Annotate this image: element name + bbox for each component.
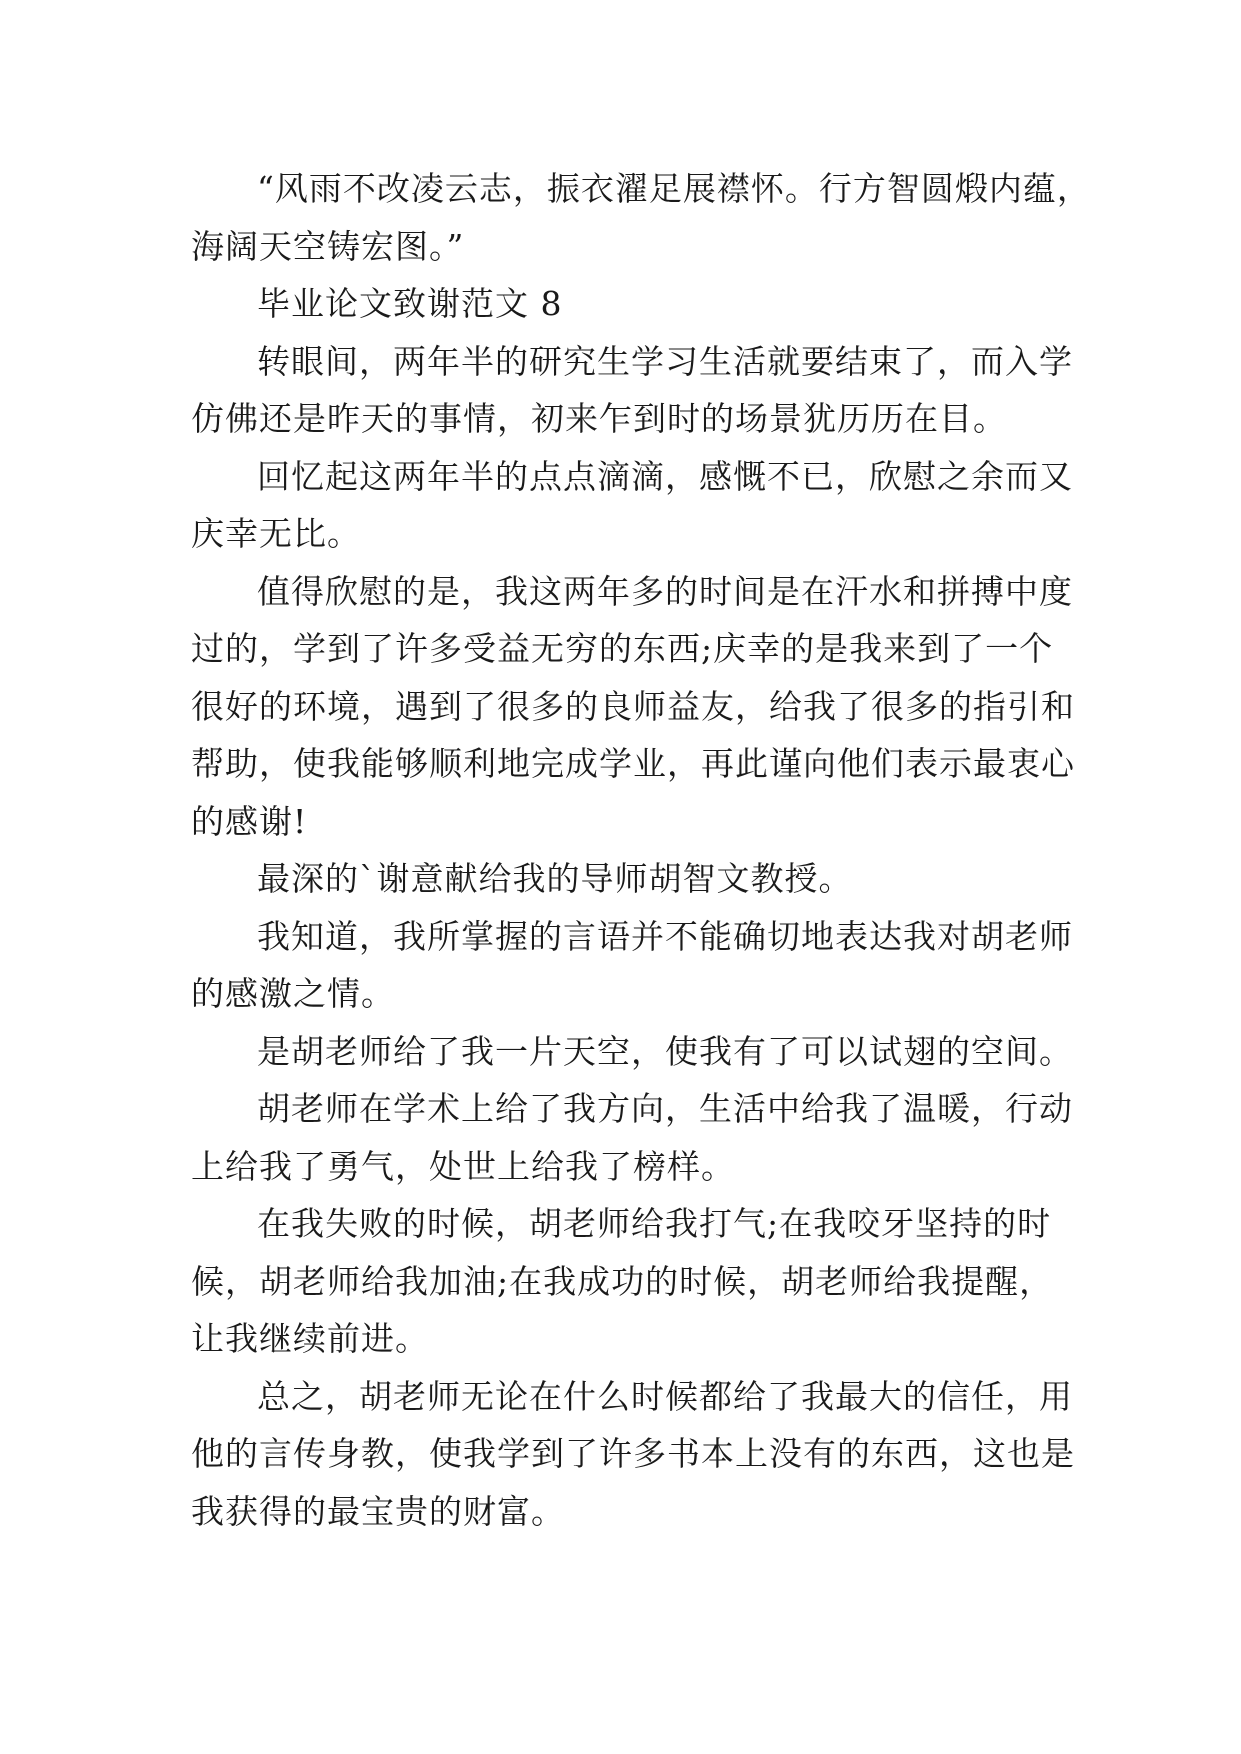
text-line: 是胡老师给了我一片天空，使我有了可以试翅的空间。 <box>257 1031 1073 1071</box>
text-line: 仿佛还是昨天的事情，初来乍到时的场景犹历历在目。 <box>191 399 1007 438</box>
text-line: 很好的环境，遇到了很多的良师益友，给我了很多的指引和 <box>191 686 1075 726</box>
text-line: “风雨不改凌云志，振衣濯足展襟怀。行方智圆煅内蕴， <box>257 169 1091 208</box>
text-line: 候，胡老师给我加油;在我成功的时候，胡老师给我提醒， <box>191 1261 1054 1301</box>
text-line: 让我继续前进。 <box>191 1319 429 1358</box>
text-line: 上给我了勇气，处世上给我了榜样。 <box>191 1146 735 1186</box>
text-line: 在我失败的时候，胡老师给我打气;在我咬牙坚持的时 <box>257 1204 1052 1243</box>
text-line: 的感谢! <box>191 801 308 841</box>
text-line: 转眼间，两年半的研究生学习生活就要结束了，而入学 <box>257 341 1073 381</box>
text-line: 胡老师在学术上给了我方向，生活中给我了温暖，行动 <box>257 1089 1073 1128</box>
text-line: 庆幸无比。 <box>191 514 361 553</box>
text-line: 海阔天空铸宏图。” <box>191 226 465 266</box>
text-line: 值得欣慰的是，我这两年多的时间是在汗水和拼搏中度 <box>257 571 1073 611</box>
text-line: 我获得的最宝贵的财富。 <box>191 1491 565 1531</box>
text-line: 总之，胡老师无论在什么时候都给了我最大的信任，用 <box>257 1376 1073 1416</box>
body-text <box>191 160 1091 1540</box>
text-line: 过的，学到了许多受益无穷的东西;庆幸的是我来到了一个 <box>191 629 1054 668</box>
text-line: 他的言传身教，使我学到了许多书本上没有的东西，这也是 <box>191 1434 1075 1473</box>
text-line: 回忆起这两年半的点点滴滴，感慨不已，欣慰之余而又 <box>257 456 1073 496</box>
text-line: 最深的`谢意献给我的导师胡智文教授。 <box>257 859 853 898</box>
text-line: 的感激之情。 <box>191 974 395 1013</box>
text-line: 帮助，使我能够顺利地完成学业，再此谨向他们表示最衷心 <box>191 744 1075 783</box>
text-line: 我知道，我所掌握的言语并不能确切地表达我对胡老师 <box>257 916 1073 956</box>
section-heading: 毕业论文致谢范文 8 <box>257 284 563 323</box>
